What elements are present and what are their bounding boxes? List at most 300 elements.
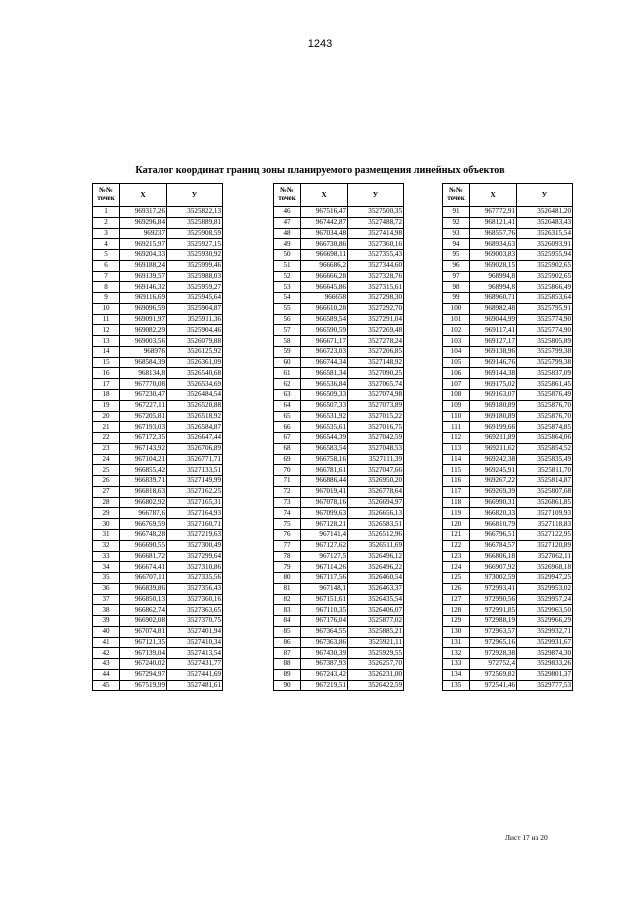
point-number-cell: 114 <box>443 454 470 465</box>
document-title: Каталог координат границ зоны планируемого размещения линейных объектов <box>135 165 505 176</box>
y-coordinate-cell: 3525805,89 <box>517 336 573 347</box>
y-coordinate-cell: 3527355,43 <box>348 250 404 261</box>
y-coordinate-cell: 3527164,93 <box>167 508 223 519</box>
table-row <box>443 594 573 605</box>
x-coordinate-cell: 966850,13 <box>120 594 167 605</box>
x-coordinate-cell: 968557,76 <box>470 228 517 239</box>
table-row <box>93 217 223 228</box>
table-row <box>274 659 404 670</box>
table-row <box>443 239 573 250</box>
table-row <box>274 497 404 508</box>
table-row <box>274 293 404 304</box>
y-coordinate-cell: 3525876,49 <box>517 390 573 401</box>
y-coordinate-cell: 3527360,16 <box>348 239 404 250</box>
table-row <box>274 357 404 368</box>
point-number-cell: 100 <box>443 303 470 314</box>
point-number-cell: 91 <box>443 207 470 218</box>
table-row <box>274 605 404 616</box>
point-number-cell: 125 <box>443 573 470 584</box>
y-coordinate-cell: 3526512,96 <box>348 529 404 540</box>
x-coordinate-cell: 967519,99 <box>120 680 167 691</box>
x-coordinate-cell: 966610,28 <box>301 303 348 314</box>
y-coordinate-cell: 3529963,50 <box>517 605 573 616</box>
point-number-cell: 7 <box>93 271 120 282</box>
y-coordinate-cell: 3529801,37 <box>517 669 573 680</box>
table-row <box>443 616 573 627</box>
y-coordinate-cell: 3525929,55 <box>348 648 404 659</box>
y-coordinate-cell: 3526460,54 <box>348 573 404 584</box>
point-number-cell: 133 <box>443 659 470 670</box>
x-coordinate-cell: 967219,51 <box>301 680 348 691</box>
x-coordinate-cell: 969215,97 <box>120 239 167 250</box>
point-number-cell: 78 <box>274 551 301 562</box>
x-coordinate-cell: 966658 <box>301 293 348 304</box>
y-coordinate-cell: 3527090,25 <box>348 368 404 379</box>
y-coordinate-cell: 3527206,85 <box>348 346 404 357</box>
table-row <box>274 637 404 648</box>
point-number-cell: 50 <box>274 250 301 261</box>
x-coordinate-cell: 967430,39 <box>301 648 348 659</box>
point-number-cell: 112 <box>443 433 470 444</box>
x-coordinate-cell: 969237 <box>120 228 167 239</box>
point-number-cell: 108 <box>443 390 470 401</box>
point-number-cell: 117 <box>443 486 470 497</box>
table-row <box>274 443 404 454</box>
point-number-cell: 26 <box>93 476 120 487</box>
x-coordinate-cell: 966990,31 <box>470 497 517 508</box>
table-row <box>93 551 223 562</box>
x-coordinate-cell: 966839,71 <box>120 476 167 487</box>
table-row <box>93 605 223 616</box>
y-coordinate-cell: 3525795,91 <box>517 303 573 314</box>
point-number-cell: 126 <box>443 583 470 594</box>
point-number-cell: 97 <box>443 271 470 282</box>
y-coordinate-cell: 3527413,54 <box>167 648 223 659</box>
point-number-cell: 34 <box>93 562 120 573</box>
table-row <box>443 605 573 616</box>
point-number-cell: 2 <box>93 217 120 228</box>
point-number-cell: 59 <box>274 346 301 357</box>
point-number-cell: 123 <box>443 551 470 562</box>
y-coordinate-cell: 3525864,06 <box>517 433 573 444</box>
x-coordinate-cell: 966855,42 <box>120 465 167 476</box>
x-coordinate-cell: 969091,97 <box>120 314 167 325</box>
x-coordinate-cell: 969127,17 <box>470 336 517 347</box>
x-coordinate-cell: 969117,41 <box>470 325 517 336</box>
x-coordinate-cell: 969180,89 <box>470 400 517 411</box>
table-row <box>93 486 223 497</box>
y-coordinate-cell: 3527414,98 <box>348 228 404 239</box>
x-coordinate-cell: 967240,02 <box>120 659 167 670</box>
point-number-cell: 101 <box>443 314 470 325</box>
point-number-cell: 22 <box>93 433 120 444</box>
table-row <box>274 583 404 594</box>
x-coordinate-cell: 967364,55 <box>301 626 348 637</box>
y-coordinate-cell: 3529777,53 <box>517 680 573 691</box>
x-coordinate-cell: 969116,69 <box>120 293 167 304</box>
table-row <box>274 390 404 401</box>
x-coordinate-cell: 969180,89 <box>470 411 517 422</box>
point-number-cell: 92 <box>443 217 470 228</box>
point-number-cell: 6 <box>93 260 120 271</box>
point-number-cell: 73 <box>274 497 301 508</box>
point-number-cell: 98 <box>443 282 470 293</box>
table-row <box>274 260 404 271</box>
coordinate-table-3 <box>442 183 573 691</box>
table-row <box>93 519 223 530</box>
point-number-cell: 19 <box>93 400 120 411</box>
table-row <box>93 400 223 411</box>
y-coordinate-cell: 3525959,27 <box>167 282 223 293</box>
point-number-cell: 30 <box>93 519 120 530</box>
y-coordinate-cell: 3525904,46 <box>167 325 223 336</box>
table-row <box>93 303 223 314</box>
point-number-cell: 9 <box>93 293 120 304</box>
point-number-cell: 68 <box>274 443 301 454</box>
point-number-cell: 38 <box>93 605 120 616</box>
y-coordinate-cell: 3525988,03 <box>167 271 223 282</box>
header-y: У <box>348 184 404 207</box>
point-number-cell: 120 <box>443 519 470 530</box>
table-row <box>443 314 573 325</box>
table-row <box>443 368 573 379</box>
x-coordinate-cell: 966902,08 <box>120 616 167 627</box>
x-coordinate-cell: 966802,92 <box>120 497 167 508</box>
point-number-cell: 20 <box>93 411 120 422</box>
x-coordinate-cell: 967363,86 <box>301 637 348 648</box>
point-number-cell: 111 <box>443 422 470 433</box>
x-coordinate-cell: 967516,47 <box>301 207 348 218</box>
y-coordinate-cell: 3526511,69 <box>348 540 404 551</box>
y-coordinate-cell: 3527292,70 <box>348 303 404 314</box>
x-coordinate-cell: 966907,92 <box>470 562 517 573</box>
x-coordinate-cell: 972988,19 <box>470 616 517 627</box>
x-coordinate-cell: 969317,26 <box>120 207 167 218</box>
x-coordinate-cell: 966796,51 <box>470 529 517 540</box>
y-coordinate-cell: 3527073,89 <box>348 400 404 411</box>
table-row <box>274 616 404 627</box>
x-coordinate-cell: 969211,89 <box>470 433 517 444</box>
y-coordinate-cell: 3527111,39 <box>348 454 404 465</box>
y-coordinate-cell: 3527363,65 <box>167 605 223 616</box>
table-row <box>443 260 573 271</box>
point-number-cell: 36 <box>93 583 120 594</box>
y-coordinate-cell: 3527356,43 <box>167 583 223 594</box>
x-coordinate-cell: 972990,56 <box>470 594 517 605</box>
table-row <box>274 680 404 691</box>
y-coordinate-cell: 3527431,77 <box>167 659 223 670</box>
table-row <box>443 573 573 584</box>
point-number-cell: 95 <box>443 250 470 261</box>
table-row <box>93 529 223 540</box>
y-coordinate-cell: 3526584,87 <box>167 422 223 433</box>
table-row <box>93 573 223 584</box>
y-coordinate-cell: 3525799,38 <box>517 357 573 368</box>
y-coordinate-cell: 3526540,68 <box>167 368 223 379</box>
point-number-cell: 89 <box>274 669 301 680</box>
y-coordinate-cell: 3529953,02 <box>517 583 573 594</box>
y-coordinate-cell: 3527074,98 <box>348 390 404 401</box>
y-coordinate-cell: 3525876,70 <box>517 400 573 411</box>
table-row <box>93 293 223 304</box>
table-row <box>274 368 404 379</box>
x-coordinate-cell: 968121,41 <box>470 217 517 228</box>
table-row <box>443 443 573 454</box>
table-row <box>274 508 404 519</box>
point-number-cell: 45 <box>93 680 120 691</box>
point-number-cell: 116 <box>443 476 470 487</box>
point-number-cell: 106 <box>443 368 470 379</box>
point-number-cell: 32 <box>93 540 120 551</box>
table-row <box>274 271 404 282</box>
table-row <box>443 465 573 476</box>
y-coordinate-cell: 3526484,54 <box>167 390 223 401</box>
point-number-cell: 5 <box>93 250 120 261</box>
x-coordinate-cell: 972569,82 <box>470 669 517 680</box>
x-coordinate-cell: 966509,33 <box>301 390 348 401</box>
point-number-cell: 88 <box>274 659 301 670</box>
table-row <box>443 379 573 390</box>
x-coordinate-cell: 966784,57 <box>470 540 517 551</box>
x-coordinate-cell: 969044,99 <box>470 314 517 325</box>
y-coordinate-cell: 3526647,44 <box>167 433 223 444</box>
y-coordinate-cell: 3529966,29 <box>517 616 573 627</box>
y-coordinate-cell: 3527298,30 <box>348 293 404 304</box>
point-number-cell: 64 <box>274 400 301 411</box>
table-row <box>274 573 404 584</box>
y-coordinate-cell: 3527047,66 <box>348 465 404 476</box>
y-coordinate-cell: 3527065,74 <box>348 379 404 390</box>
table-row <box>93 379 223 390</box>
point-number-cell: 94 <box>443 239 470 250</box>
x-coordinate-cell: 969139,57 <box>120 271 167 282</box>
point-number-cell: 13 <box>93 336 120 347</box>
y-coordinate-cell: 3527160,71 <box>167 519 223 530</box>
x-coordinate-cell: 966507,33 <box>301 400 348 411</box>
point-number-cell: 29 <box>93 508 120 519</box>
table-row <box>274 465 404 476</box>
y-coordinate-cell: 3527335,56 <box>167 573 223 584</box>
point-number-cell: 110 <box>443 411 470 422</box>
point-number-cell: 48 <box>274 228 301 239</box>
x-coordinate-cell: 966666,28 <box>301 271 348 282</box>
x-coordinate-cell: 969146,32 <box>120 282 167 293</box>
point-number-cell: 84 <box>274 616 301 627</box>
point-number-cell: 85 <box>274 626 301 637</box>
x-coordinate-cell: 972993,41 <box>470 583 517 594</box>
y-coordinate-cell: 3527148,92 <box>348 357 404 368</box>
table-row <box>443 669 573 680</box>
table-row <box>443 680 573 691</box>
y-coordinate-cell: 3525911,36 <box>167 314 223 325</box>
x-coordinate-cell: 967121,35 <box>120 637 167 648</box>
table-row <box>274 282 404 293</box>
table-row <box>93 594 223 605</box>
x-coordinate-cell: 966531,92 <box>301 411 348 422</box>
x-coordinate-cell: 966748,28 <box>120 529 167 540</box>
point-number-cell: 127 <box>443 594 470 605</box>
table-row <box>93 680 223 691</box>
x-coordinate-cell: 967099,63 <box>301 508 348 519</box>
point-number-cell: 3 <box>93 228 120 239</box>
y-coordinate-cell: 3526518,92 <box>167 411 223 422</box>
y-coordinate-cell: 3526950,20 <box>348 476 404 487</box>
point-number-cell: 24 <box>93 454 120 465</box>
y-coordinate-cell: 3526422,59 <box>348 680 404 691</box>
table-row <box>274 325 404 336</box>
table-row <box>274 422 404 433</box>
point-number-cell: 87 <box>274 648 301 659</box>
y-coordinate-cell: 3527015,22 <box>348 411 404 422</box>
y-coordinate-cell: 3526520,88 <box>167 400 223 411</box>
point-number-cell: 102 <box>443 325 470 336</box>
point-number-cell: 43 <box>93 659 120 670</box>
x-coordinate-cell: 969003,56 <box>120 336 167 347</box>
x-coordinate-cell: 972928,38 <box>470 648 517 659</box>
y-coordinate-cell: 3526694,97 <box>348 497 404 508</box>
table-row <box>93 239 223 250</box>
x-coordinate-cell: 972541,46 <box>470 680 517 691</box>
point-number-cell: 107 <box>443 379 470 390</box>
y-coordinate-cell: 3529932,71 <box>517 626 573 637</box>
x-coordinate-cell: 966744,34 <box>301 357 348 368</box>
y-coordinate-cell: 3527120,89 <box>517 540 573 551</box>
x-coordinate-cell: 969082,29 <box>120 325 167 336</box>
table-row <box>93 443 223 454</box>
table-row <box>274 379 404 390</box>
point-number-cell: 17 <box>93 379 120 390</box>
x-coordinate-cell: 966723,03 <box>301 346 348 357</box>
table-row <box>274 626 404 637</box>
point-number-cell: 41 <box>93 637 120 648</box>
header-y: У <box>167 184 223 207</box>
table-row <box>443 583 573 594</box>
table-row <box>443 540 573 551</box>
point-number-cell: 131 <box>443 637 470 648</box>
y-coordinate-cell: 3525877,02 <box>348 616 404 627</box>
x-coordinate-cell: 966645,86 <box>301 282 348 293</box>
y-coordinate-cell: 3527278,24 <box>348 336 404 347</box>
header-x: X <box>301 184 348 207</box>
y-coordinate-cell: 3525908,59 <box>167 228 223 239</box>
x-coordinate-cell: 969028,15 <box>470 260 517 271</box>
x-coordinate-cell: 967114,26 <box>301 562 348 573</box>
y-coordinate-cell: 3527016,75 <box>348 422 404 433</box>
y-coordinate-cell: 3527360,16 <box>167 594 223 605</box>
y-coordinate-cell: 3526406,07 <box>348 605 404 616</box>
x-coordinate-cell: 968934,63 <box>470 239 517 250</box>
point-number-cell: 69 <box>274 454 301 465</box>
y-coordinate-cell: 3527300,49 <box>167 540 223 551</box>
table-row <box>274 562 404 573</box>
x-coordinate-cell: 966681,72 <box>120 551 167 562</box>
y-coordinate-cell: 3527291,04 <box>348 314 404 325</box>
header-y: У <box>517 184 573 207</box>
x-coordinate-cell: 969269,39 <box>470 486 517 497</box>
y-coordinate-cell: 3525927,15 <box>167 239 223 250</box>
x-coordinate-cell: 968994,8 <box>470 271 517 282</box>
point-number-cell: 1 <box>93 207 120 218</box>
y-coordinate-cell: 3526315,54 <box>517 228 573 239</box>
y-coordinate-cell: 3525854,52 <box>517 443 573 454</box>
y-coordinate-cell: 3525921,11 <box>348 637 404 648</box>
y-coordinate-cell: 3526968,18 <box>517 562 573 573</box>
x-coordinate-cell: 969242,38 <box>470 454 517 465</box>
point-number-cell: 96 <box>443 260 470 271</box>
y-coordinate-cell: 3525837,09 <box>517 368 573 379</box>
y-coordinate-cell: 3526125,92 <box>167 346 223 357</box>
y-coordinate-cell: 3526079,88 <box>167 336 223 347</box>
header-point-number: №№ точек <box>443 184 470 207</box>
y-coordinate-cell: 3527109,93 <box>517 508 573 519</box>
y-coordinate-cell: 3525999,46 <box>167 260 223 271</box>
y-coordinate-cell: 3527122,95 <box>517 529 573 540</box>
point-number-cell: 86 <box>274 637 301 648</box>
x-coordinate-cell: 967151,61 <box>301 594 348 605</box>
table-row <box>93 250 223 261</box>
x-coordinate-cell: 967019,41 <box>301 486 348 497</box>
x-coordinate-cell: 969175,02 <box>470 379 517 390</box>
y-coordinate-cell: 3529957,24 <box>517 594 573 605</box>
table-row <box>93 669 223 680</box>
x-coordinate-cell: 967172,35 <box>120 433 167 444</box>
point-number-cell: 21 <box>93 422 120 433</box>
y-coordinate-cell: 3527219,63 <box>167 529 223 540</box>
point-number-cell: 129 <box>443 616 470 627</box>
table-row <box>93 626 223 637</box>
table-row <box>93 648 223 659</box>
point-number-cell: 60 <box>274 357 301 368</box>
table-row <box>93 346 223 357</box>
x-coordinate-cell: 966690,55 <box>120 540 167 551</box>
coordinate-table-1 <box>92 183 223 691</box>
x-coordinate-cell: 967127,62 <box>301 540 348 551</box>
point-number-cell: 121 <box>443 529 470 540</box>
y-coordinate-cell: 3525822,13 <box>167 207 223 218</box>
point-number-cell: 66 <box>274 422 301 433</box>
table-row <box>443 476 573 487</box>
x-coordinate-cell: 966839,86 <box>120 583 167 594</box>
x-coordinate-cell: 966581,34 <box>301 368 348 379</box>
x-coordinate-cell: 969296,84 <box>120 217 167 228</box>
x-coordinate-cell: 966810,79 <box>470 519 517 530</box>
point-number-cell: 16 <box>93 368 120 379</box>
table-row <box>274 529 404 540</box>
point-number-cell: 109 <box>443 400 470 411</box>
table-row <box>443 497 573 508</box>
table-row <box>93 368 223 379</box>
y-coordinate-cell: 3527328,76 <box>348 271 404 282</box>
point-number-cell: 14 <box>93 346 120 357</box>
table-row <box>443 271 573 282</box>
x-coordinate-cell: 967243,42 <box>301 669 348 680</box>
table-row <box>93 637 223 648</box>
x-coordinate-cell: 967127,5 <box>301 551 348 562</box>
point-number-cell: 40 <box>93 626 120 637</box>
table-row <box>443 637 573 648</box>
point-number-cell: 31 <box>93 529 120 540</box>
point-number-cell: 71 <box>274 476 301 487</box>
y-coordinate-cell: 3525885,21 <box>348 626 404 637</box>
y-coordinate-cell: 3525814,87 <box>517 476 573 487</box>
sheet-footer: Лист 17 из 20 <box>505 833 548 842</box>
table-row <box>93 497 223 508</box>
table-row <box>443 346 573 357</box>
point-number-cell: 82 <box>274 594 301 605</box>
point-number-cell: 135 <box>443 680 470 691</box>
y-coordinate-cell: 3527370,75 <box>167 616 223 627</box>
table-row <box>93 271 223 282</box>
